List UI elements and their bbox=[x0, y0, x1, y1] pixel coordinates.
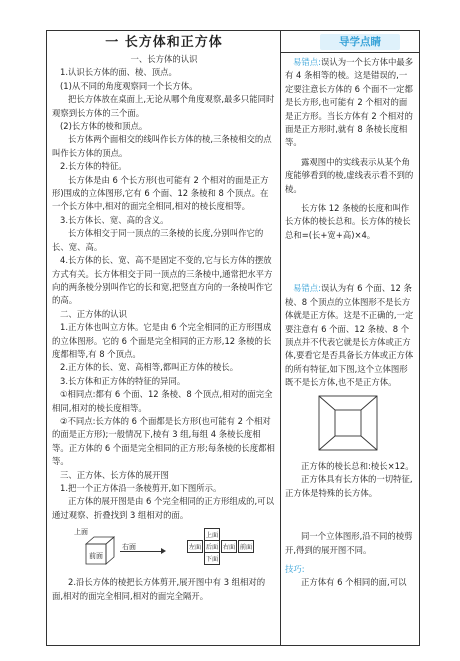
label-top: 上面 bbox=[74, 528, 88, 537]
paragraph: 1.正方体也叫立方体。它是由 6 个完全相同的正方形围成的立体图形。它的 6 个面是完全相同的正方形,12 条棱的长度都相等,有 8 个顶点。 bbox=[52, 322, 272, 359]
label-right: 右面 bbox=[122, 543, 136, 552]
paragraph: (1)从不同的角度观察同一个长方体。 bbox=[60, 80, 198, 91]
sidebar-column bbox=[285, 56, 415, 590]
paragraph: 2.沿长方体的棱把长方体剪开,展开图中有 3 组相对的面,相对的面完全相同,相对的面完全隔开。 bbox=[52, 577, 266, 601]
chapter-title: 一 长方体和正方体 bbox=[105, 35, 223, 50]
error-tag: 易错点: bbox=[293, 57, 321, 67]
paragraph: 把长方体放在桌面上,无论从哪个角度观察,最多只能同时观察到长方体的三个面。 bbox=[52, 94, 275, 118]
label-front: 前面 bbox=[89, 552, 103, 561]
tip-text: 误认为有 6 个面、12 条棱、8 个顶点的立体图形不是长方体就是正方体。这是不正确的,一定要注意有 6 个面、12 条棱、8 个顶点并不代表它就是长方体或正方体,要看它是否具备长方体或正方体的所有特征,如下图,这个立体图形既不是长方体,也不是正方体。 bbox=[285, 283, 414, 388]
tip-paragraph bbox=[285, 56, 415, 150]
paragraph: 1.把一个正方体沿一条棱剪开,如下图所示。 bbox=[60, 483, 222, 493]
main-column bbox=[52, 34, 276, 603]
paragraph: 长方体相交于同一顶点的三条棱的长度,分别叫作它的长、宽、高。 bbox=[52, 228, 264, 252]
tip-paragraph bbox=[285, 282, 415, 389]
tip-paragraph: 同一个立体图形,沿不同的棱剪开,得到的展开图不同。 bbox=[285, 531, 413, 555]
cube-net-figure bbox=[52, 524, 276, 572]
error-tag: 易错点: bbox=[293, 283, 321, 294]
paragraph: 长方体是由 6 个长方形(也可能有 2 个相对的面是正方形)围成的立体图形,它有 6 个面、12 条棱和 8 个顶点。在一个长方体中,相对的面完全相同,相对的棱长度相等。 bbox=[52, 174, 269, 212]
net-left: 左面 bbox=[187, 540, 203, 553]
net-top: 上面 bbox=[204, 528, 220, 541]
net-bottom: 下面 bbox=[204, 552, 220, 565]
paragraph: (2)长方体的棱和顶点。 bbox=[60, 121, 148, 132]
section-heading: 三、正方体、长方体的展开图 bbox=[60, 469, 169, 480]
tip-text: 误认为一个长方体中最多有 4 条相等的棱。这是错误的,一定要注意长方体的 6 个面不一定都是长方形,也可能有 2 个相对的面是正方形。当长方体有 2 个相对的面是正方形时,就有 8 条棱长度相等。 bbox=[285, 57, 414, 148]
frustum-drawing bbox=[285, 390, 415, 456]
net-front: 前面 bbox=[238, 540, 254, 553]
paragraph: 2.正方体的长、宽、高相等,都叫正方体的棱长。 bbox=[60, 362, 239, 373]
tip-paragraph: 长方体 12 条棱的长度和叫作长方体的棱长总和。长方体的棱长总和=(长+宽+高)×4。 bbox=[285, 203, 411, 240]
paragraph: ②不同点:长方体的 6 个面都是长方形(也可能有 2 个相对的面是正方形);一般情况下,棱有 3 组,每组 4 条棱长度相等。正方体的 6 个面是完全相同的正方形;每条棱的长度都相等。 bbox=[52, 415, 275, 467]
net-back: 后面 bbox=[204, 540, 220, 553]
paragraph: 2.长方体的特征。 bbox=[60, 161, 127, 172]
tip-tag: 技巧: bbox=[285, 563, 305, 574]
tip-paragraph: 正方体的棱长总和:棱长×12。 bbox=[301, 460, 414, 471]
paragraph: 长方体两个面相交的线叫作长方体的棱,三条棱相交的点叫作长方体的顶点。 bbox=[52, 134, 272, 158]
paragraph: 正方体的展开图是由 6 个完全相同的正方形组成的,可以通过观察、折叠找到 3 组相对的面。 bbox=[52, 496, 274, 520]
arrow-icon bbox=[120, 551, 164, 552]
sidebar-header-rule bbox=[280, 52, 420, 53]
sidebar-banner: 导学点睛 bbox=[320, 34, 400, 50]
paragraph: 3.长方体长、宽、高的含义。 bbox=[60, 214, 169, 225]
net-right: 右面 bbox=[221, 540, 237, 553]
paragraph: ①相同点:都有 6 个面、12 条棱、8 个顶点,相对的面完全相同,相对的棱长度相等。 bbox=[52, 389, 273, 413]
paragraph: 4.长方体的长、宽、高不是固定不变的,它与长方体的摆放方式有关。长方体相交于同一顶点的三条棱中,通常把水平方向的两条棱分别叫作它的长和宽,把竖直方向的一条棱叫作它的高。 bbox=[52, 255, 273, 306]
section-heading: 一、长方体的认识 bbox=[130, 54, 198, 64]
column-divider bbox=[280, 30, 281, 646]
paragraph: 3.长方体和正方体的特征的异同。 bbox=[60, 375, 186, 386]
tip-paragraph: 正方体有 6 个相同的面,可以 bbox=[301, 577, 407, 588]
tip-paragraph: 露观图中的实线表示从某个角度能够看到的棱,虚线表示看不到的棱。 bbox=[285, 156, 414, 194]
paragraph: 1.认识长方体的面、棱、顶点。 bbox=[60, 67, 177, 78]
section-heading: 二、正方体的认识 bbox=[60, 308, 127, 319]
tip-paragraph: 正方体具有长方体的一切特征,正方体是特殊的长方体。 bbox=[285, 474, 413, 498]
